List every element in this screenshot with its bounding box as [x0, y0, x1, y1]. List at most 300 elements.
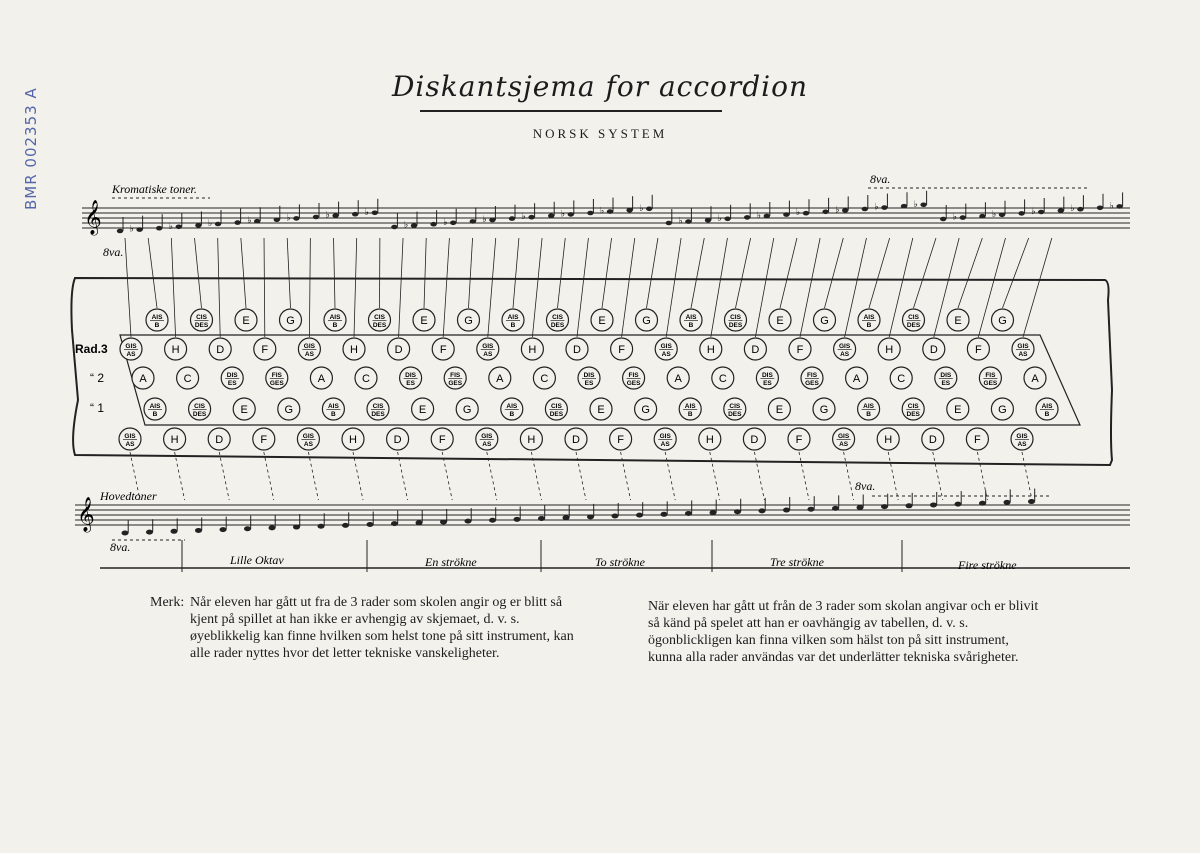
svg-text:D: D	[572, 434, 580, 446]
button-row1-20	[1036, 398, 1058, 420]
svg-text:FIS: FIS	[628, 372, 639, 379]
svg-text:GES: GES	[269, 380, 284, 387]
svg-text:♭: ♭	[600, 206, 605, 217]
svg-text:AIS: AIS	[507, 314, 519, 321]
svg-text:B: B	[332, 322, 338, 329]
svg-text:D: D	[929, 344, 938, 356]
chromatic-note	[678, 208, 691, 227]
connector-line	[558, 238, 566, 308]
svg-text:CIS: CIS	[907, 403, 919, 410]
chromatic-note	[470, 207, 476, 223]
connector-line	[443, 238, 449, 337]
svg-text:♭: ♭	[521, 212, 526, 223]
row-label-2: “ 2	[90, 371, 105, 385]
svg-text:F: F	[617, 434, 624, 446]
svg-text:DES: DES	[194, 322, 209, 329]
svg-text:♭: ♭	[325, 210, 330, 221]
main-note	[808, 496, 815, 512]
button-row1-2	[233, 398, 255, 420]
svg-text:♭: ♭	[678, 216, 683, 227]
button-row0-11	[610, 428, 632, 450]
button-row3-10	[566, 338, 588, 360]
button-row0-10	[565, 428, 587, 450]
connector-line	[218, 238, 221, 337]
button-row2-12	[667, 367, 689, 389]
button-row3_top-11	[636, 309, 658, 331]
octave-label-4: Fire strökne	[958, 558, 1017, 572]
svg-text:C: C	[362, 373, 370, 385]
svg-text:♭: ♭	[874, 202, 879, 213]
button-row3-5	[343, 338, 365, 360]
button-row0-14	[743, 428, 765, 450]
guide-line	[621, 452, 631, 500]
button-row0-7	[431, 428, 453, 450]
svg-text:♭: ♭	[560, 209, 566, 220]
svg-text:DES: DES	[549, 411, 564, 418]
main-note	[440, 509, 447, 525]
svg-text:C: C	[540, 373, 549, 385]
chromatic-staff	[82, 200, 1130, 236]
svg-text:AIS: AIS	[149, 403, 161, 410]
button-row3-13	[700, 338, 722, 360]
svg-text:G: G	[819, 404, 829, 416]
guide-line	[710, 452, 720, 500]
button-row1-14	[768, 398, 790, 420]
octave-mark-high: 8va.	[870, 172, 891, 186]
connector-line	[622, 238, 635, 337]
svg-text:H: H	[170, 434, 179, 446]
button-row0-19	[966, 428, 988, 450]
svg-text:B: B	[688, 322, 694, 329]
svg-text:F: F	[261, 344, 269, 356]
svg-text:F: F	[795, 434, 803, 446]
button-row3-0	[120, 338, 142, 360]
svg-text:GIS: GIS	[124, 433, 136, 440]
svg-text:♭: ♭	[952, 212, 958, 223]
button-row3_top-7	[458, 309, 480, 331]
svg-text:♭: ♭	[482, 215, 487, 225]
button-row3_top-6	[413, 309, 435, 331]
svg-text:E: E	[240, 404, 248, 416]
svg-text:C: C	[183, 373, 192, 385]
svg-text:D: D	[573, 344, 581, 356]
svg-text:AIS: AIS	[329, 314, 341, 321]
svg-text:ES: ES	[227, 380, 237, 387]
button-row2-19	[979, 367, 1001, 389]
chromatic-note	[1070, 195, 1083, 214]
svg-text:A: A	[852, 373, 861, 385]
svg-text:E: E	[598, 315, 606, 327]
svg-text:GIS: GIS	[838, 343, 851, 350]
svg-text:GIS: GIS	[482, 343, 494, 350]
svg-text:♭: ♭	[1070, 204, 1075, 215]
button-row1-11	[635, 398, 657, 420]
main-note	[832, 495, 839, 511]
chromatic-note	[561, 200, 574, 219]
svg-text:DIS: DIS	[405, 372, 417, 379]
main-note	[367, 512, 374, 528]
chromatic-note	[587, 199, 593, 215]
svg-text:CIS: CIS	[196, 314, 207, 321]
chromatic-note	[1097, 194, 1103, 210]
connector-line	[334, 238, 335, 308]
svg-text:DES: DES	[906, 411, 920, 418]
svg-text:DES: DES	[550, 322, 565, 329]
svg-text:AS: AS	[660, 441, 670, 448]
chromatic-note	[391, 213, 397, 229]
svg-text:A: A	[1031, 373, 1039, 385]
svg-text:♭: ♭	[835, 205, 840, 216]
button-row3_top-5	[369, 309, 391, 331]
button-row2-11	[623, 367, 645, 389]
button-row0-17	[877, 428, 899, 450]
svg-text:CIS: CIS	[372, 403, 384, 410]
main-note	[734, 499, 741, 515]
connector-line	[958, 238, 982, 308]
connector-line	[577, 238, 588, 337]
main-staff	[75, 497, 1130, 533]
svg-text:D: D	[751, 344, 760, 356]
connector-line	[647, 238, 658, 308]
button-row1-18	[947, 398, 969, 420]
svg-text:DES: DES	[192, 411, 207, 418]
treble-clef-icon: 𝄞	[77, 497, 95, 532]
chromatic-note	[992, 201, 1005, 220]
svg-text:H: H	[527, 434, 536, 446]
svg-text:ES: ES	[584, 380, 594, 387]
button-row1-7	[456, 398, 478, 420]
svg-text:B: B	[154, 322, 160, 329]
main-note	[220, 517, 227, 533]
button-row0-1	[164, 428, 186, 450]
guide-line	[398, 452, 408, 500]
button-row1-8	[501, 398, 523, 420]
svg-text:DES: DES	[728, 322, 743, 329]
chromatic-note	[901, 192, 907, 208]
chromatic-note	[979, 202, 985, 218]
button-row2-13	[712, 367, 734, 389]
chromatic-note	[639, 195, 652, 214]
svg-text:DIS: DIS	[226, 372, 238, 379]
button-row3-3	[254, 338, 276, 360]
button-row3-20	[1012, 338, 1034, 360]
main-note	[416, 510, 423, 526]
svg-text:CIS: CIS	[729, 403, 741, 410]
button-row1-3	[278, 398, 300, 420]
chromatic-note	[1058, 197, 1064, 213]
button-row1-13	[724, 398, 746, 420]
connector-line	[914, 238, 936, 308]
svg-text:CIS: CIS	[908, 314, 919, 321]
svg-text:F: F	[438, 434, 446, 446]
connector-line	[532, 238, 542, 337]
button-row3-8	[477, 338, 499, 360]
svg-text:B: B	[331, 411, 336, 418]
main-note	[1004, 489, 1011, 505]
octave-label-3: Tre strökne	[770, 555, 824, 569]
svg-text:B: B	[509, 411, 515, 418]
svg-text:B: B	[510, 322, 516, 329]
svg-text:A: A	[674, 373, 682, 385]
button-row0-18	[922, 428, 944, 450]
main-note	[661, 501, 668, 517]
svg-text:A: A	[317, 373, 326, 385]
button-row1-10	[590, 398, 612, 420]
main-note	[563, 505, 570, 521]
button-row0-8	[476, 428, 498, 450]
octave-mark-bottom-high: 8va.	[855, 479, 876, 493]
svg-text:GIS: GIS	[302, 433, 315, 440]
main-note	[906, 493, 913, 509]
svg-text:B: B	[152, 411, 158, 418]
svg-text:C: C	[897, 373, 906, 385]
chromatic-note	[744, 203, 750, 219]
svg-text:GIS: GIS	[659, 433, 671, 440]
svg-text:CIS: CIS	[550, 403, 562, 410]
button-row2-5	[355, 367, 377, 389]
connector-line	[736, 238, 751, 308]
guide-line	[754, 452, 764, 500]
main-note	[587, 504, 594, 519]
svg-text:B: B	[1044, 411, 1050, 418]
connector-line	[354, 238, 357, 337]
svg-text:D: D	[750, 434, 759, 446]
connector-line	[869, 238, 890, 308]
svg-text:G: G	[286, 315, 295, 327]
svg-text:♭: ♭	[208, 219, 213, 229]
svg-text:FIS: FIS	[806, 372, 818, 379]
svg-text:ES: ES	[406, 380, 415, 387]
svg-text:♭: ♭	[992, 209, 997, 220]
main-note	[685, 500, 692, 516]
main-note	[391, 511, 398, 527]
button-row2-6	[400, 367, 422, 389]
button-row3_top-13	[725, 309, 747, 331]
guide-line	[1022, 452, 1032, 500]
svg-text:G: G	[464, 315, 473, 327]
button-row3_top-14	[769, 309, 791, 331]
button-row1-19	[991, 398, 1013, 420]
svg-text:B: B	[687, 411, 693, 418]
connector-line	[513, 238, 519, 308]
svg-text:AIS: AIS	[151, 314, 163, 321]
connector-line	[195, 238, 202, 308]
chromatic-note	[117, 217, 123, 233]
button-row3-4	[298, 338, 320, 360]
treble-clef-icon: 𝄞	[84, 200, 102, 235]
page-title: Diskantsjema for accordion	[391, 70, 809, 103]
chromatic-note	[862, 195, 868, 211]
svg-text:GES: GES	[626, 380, 641, 387]
svg-text:♭: ♭	[717, 213, 722, 224]
main-note	[146, 519, 153, 535]
svg-text:AIS: AIS	[684, 403, 696, 410]
connector-line	[125, 238, 131, 337]
button-row3_top-19	[992, 309, 1014, 331]
button-row3-12	[655, 338, 677, 360]
chromatic-note	[796, 199, 809, 218]
svg-text:E: E	[242, 315, 250, 327]
svg-text:AS: AS	[304, 351, 314, 358]
button-row2-0	[132, 367, 154, 389]
button-row1-12	[679, 398, 701, 420]
svg-text:D: D	[215, 434, 224, 446]
chromatic-note	[286, 204, 299, 223]
note-label: Merk:	[150, 595, 185, 610]
guide-line	[219, 452, 229, 500]
button-row1-4	[322, 398, 344, 420]
chromatic-note	[874, 194, 887, 213]
button-row3-19	[967, 338, 989, 360]
button-row1-16	[858, 398, 880, 420]
main-note	[538, 506, 545, 522]
svg-text:D: D	[928, 434, 937, 446]
octave-label-1: En strökne	[425, 555, 477, 569]
chromatic-note	[313, 203, 319, 219]
button-row0-3	[253, 428, 275, 450]
svg-text:AS: AS	[661, 351, 671, 358]
chromatic-note	[482, 206, 495, 225]
svg-text:AS: AS	[303, 441, 313, 448]
octave-label-0: Lille Oktav	[230, 553, 284, 567]
svg-text:G: G	[998, 404, 1007, 416]
row-label-1: “ 1	[90, 401, 105, 415]
guide-line	[888, 452, 898, 500]
guide-line	[665, 452, 675, 500]
connector-line	[399, 238, 403, 337]
svg-text:CIS: CIS	[730, 314, 741, 321]
button-row3_top-8	[502, 309, 524, 331]
svg-text:♭: ♭	[1109, 201, 1114, 212]
svg-text:H: H	[885, 344, 894, 356]
keyboard-buttons	[119, 309, 1058, 450]
octave-mark-low: 8va.	[103, 245, 124, 259]
svg-text:♭: ♭	[364, 207, 370, 218]
svg-text:♭: ♭	[756, 211, 762, 221]
connector-line	[691, 238, 704, 308]
chromatic-note	[600, 198, 613, 217]
svg-text:FIS: FIS	[450, 372, 461, 379]
guide-line	[175, 452, 185, 500]
button-row3-17	[878, 338, 900, 360]
svg-text:A: A	[139, 373, 147, 385]
button-row1-5	[367, 398, 389, 420]
svg-text:E: E	[954, 315, 962, 327]
button-row3_top-16	[858, 309, 880, 331]
svg-text:AS: AS	[482, 441, 492, 448]
connector-line	[1023, 238, 1052, 337]
octave-label-2: To strökne	[595, 555, 645, 569]
button-row0-13	[699, 428, 721, 450]
svg-text:E: E	[597, 404, 605, 416]
svg-text:GIS: GIS	[303, 343, 316, 350]
main-note	[244, 516, 251, 532]
button-row0-20	[1011, 428, 1033, 450]
svg-text:ES: ES	[941, 380, 951, 387]
svg-text:F: F	[260, 434, 268, 446]
button-row1-1	[189, 398, 211, 420]
svg-text:F: F	[439, 344, 447, 356]
chromatic-note	[783, 201, 789, 217]
button-row0-15	[788, 428, 810, 450]
button-row3-16	[834, 338, 856, 360]
chromatic-note	[822, 198, 828, 214]
svg-text:D: D	[393, 434, 402, 446]
svg-text:GES: GES	[448, 380, 463, 387]
button-row3_top-12	[680, 309, 702, 331]
chromatic-note	[705, 206, 711, 222]
svg-text:♭: ♭	[639, 203, 644, 214]
svg-text:H: H	[528, 344, 537, 356]
page-subtitle: NORSK SYSTEM	[532, 126, 668, 141]
chromatic-note	[548, 202, 554, 218]
svg-text:G: G	[462, 404, 472, 416]
svg-text:GIS: GIS	[660, 343, 672, 350]
main-note	[710, 500, 717, 515]
button-row0-2	[208, 428, 230, 450]
button-row1-0	[144, 398, 166, 420]
connector-line	[666, 238, 681, 337]
svg-text:F: F	[618, 344, 625, 356]
button-row0-5	[342, 428, 364, 450]
button-row3_top-1	[191, 309, 213, 331]
button-row2-15	[801, 367, 823, 389]
svg-text:♭: ♭	[168, 221, 174, 232]
svg-text:GES: GES	[983, 380, 998, 387]
svg-text:DES: DES	[728, 411, 742, 418]
svg-text:DIS: DIS	[583, 372, 595, 379]
button-row2-10	[578, 367, 600, 389]
svg-text:E: E	[776, 315, 784, 327]
svg-text:G: G	[998, 315, 1007, 327]
button-row0-12	[654, 428, 676, 450]
button-row1-17	[902, 398, 924, 420]
button-row3_top-17	[903, 309, 925, 331]
main-note	[122, 520, 129, 536]
guide-line	[264, 452, 274, 500]
connector-line	[488, 238, 496, 337]
svg-text:H: H	[706, 344, 715, 356]
button-row1-15	[813, 398, 835, 420]
button-row2-18	[935, 367, 957, 389]
svg-text:GIS: GIS	[1017, 343, 1029, 350]
main-note	[171, 518, 178, 534]
button-row3-6	[388, 338, 410, 360]
svg-text:AIS: AIS	[863, 403, 875, 410]
button-row3-15	[789, 338, 811, 360]
svg-text:E: E	[775, 404, 784, 416]
guide-line	[353, 452, 363, 500]
connector-line	[424, 238, 426, 308]
svg-text:AIS: AIS	[327, 403, 339, 410]
svg-text:♭: ♭	[404, 220, 409, 231]
svg-text:FIS: FIS	[985, 372, 996, 379]
button-row3_top-18	[947, 309, 969, 331]
svg-text:♭: ♭	[1031, 207, 1036, 217]
main-note	[759, 498, 766, 514]
svg-text:GIS: GIS	[125, 343, 137, 350]
svg-text:H: H	[171, 344, 180, 356]
svg-text:G: G	[820, 315, 829, 327]
button-row2-3	[266, 367, 288, 389]
connector-line	[148, 238, 157, 308]
octave-mark-bottom-low: 8va.	[110, 540, 131, 554]
svg-text:H: H	[705, 434, 714, 446]
button-row3_top-10	[591, 309, 613, 331]
guide-line	[844, 452, 854, 500]
svg-text:DES: DES	[906, 322, 921, 329]
button-row3-14	[744, 338, 766, 360]
